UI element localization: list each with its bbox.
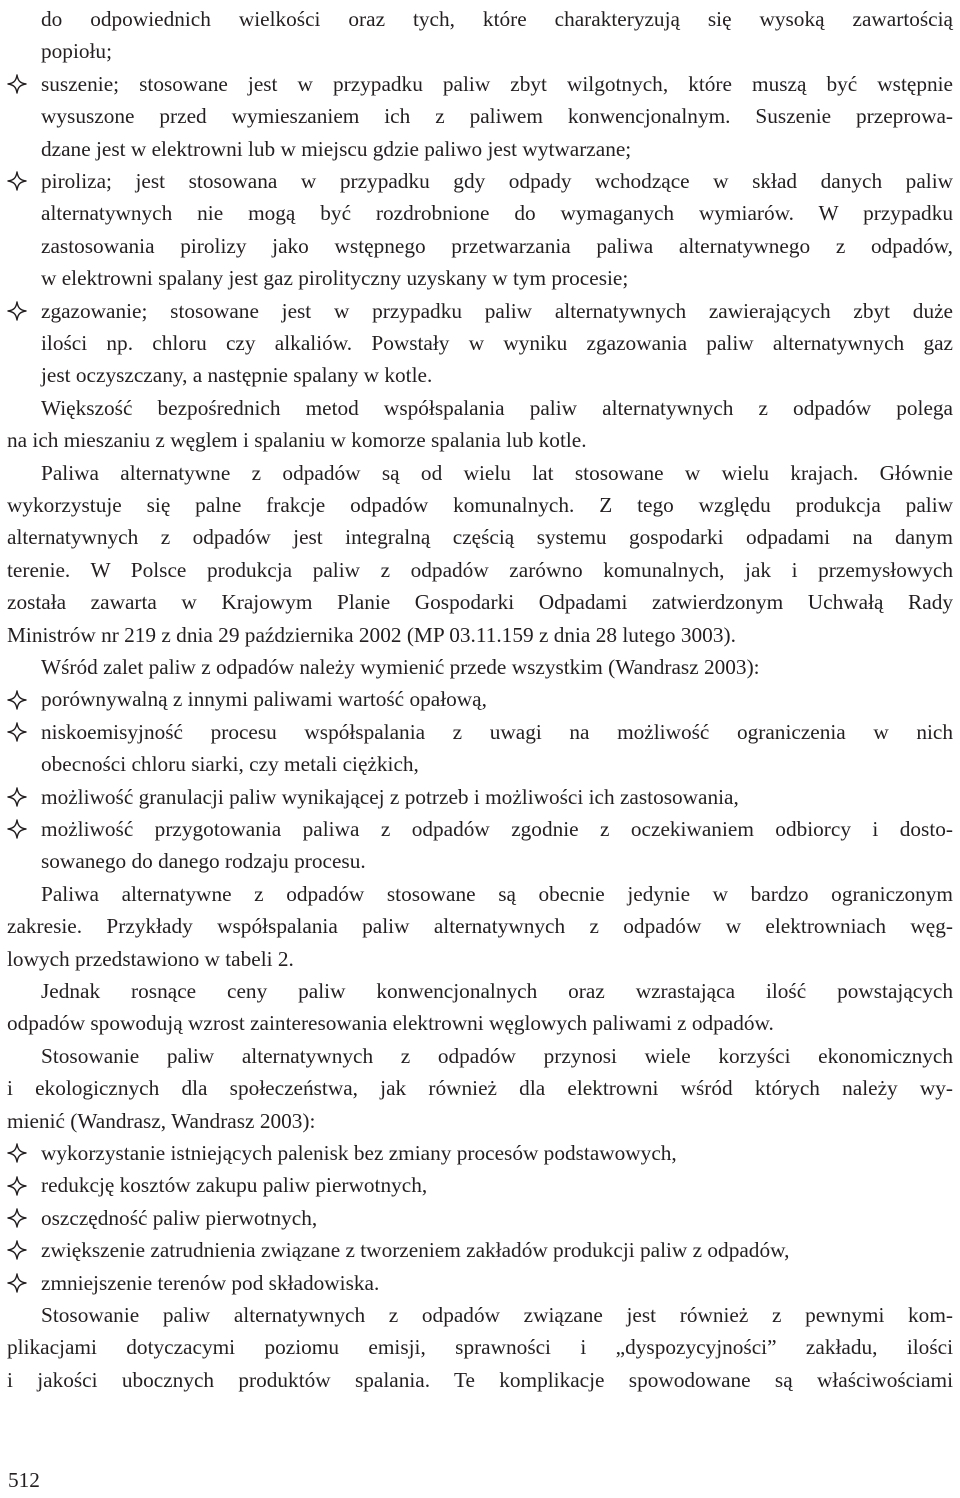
four-point-star-bullet-icon: [7, 165, 29, 197]
line-text: mienić (Wandrasz, Wandrasz 2003):: [7, 1108, 316, 1133]
four-point-star-bullet-icon: [7, 781, 29, 813]
line-text: alternatywnych nie mogą być rozdrobnione do wymaganych wymiarów. W przypadku: [41, 201, 953, 226]
paragraph-line: [7, 1105, 953, 1137]
four-point-star-bullet-icon: [7, 1202, 29, 1234]
paragraph-line: [7, 586, 953, 618]
line-text: lowych przedstawiono w tabeli 2.: [7, 946, 294, 971]
paragraph-first-line: [7, 1299, 953, 1331]
list-item-continuation-line: [7, 133, 953, 165]
line-text: została zawarta w Krajowym Planie Gospodarki Odpadami zatwierdzonym Uchwałą Rady: [7, 590, 953, 615]
paragraph-line: [7, 1072, 953, 1104]
line-text: piroliza; jest stosowana w przypadku gdy odpady wchodzące w skład danych paliw: [41, 169, 953, 193]
page-number: 512: [8, 1468, 40, 1492]
four-point-star-bullet-icon: [7, 813, 29, 845]
list-item-continuation-line: [7, 845, 953, 877]
bullet-item-line: [7, 295, 953, 327]
line-text: możliwość przygotowania paliwa z odpadów zgodnie z oczekiwaniem odbiorcy i dosto-: [41, 817, 953, 841]
paragraph-line: [7, 910, 953, 942]
paragraph-first-line: [7, 878, 953, 910]
paragraph-first-line: [7, 457, 953, 489]
paragraph-line: [7, 554, 953, 586]
bullet-item-line: [7, 1137, 953, 1169]
line-text: porównywalną z innymi paliwami wartość opałową,: [41, 687, 487, 712]
paragraph-first-line: [7, 651, 953, 683]
line-text: Większość bezpośrednich metod współspalania paliw alternatywnych z odpadów polega: [41, 395, 953, 420]
line-text: wysuszone przed wymieszaniem ich z paliwem konwencjonalnym. Suszenie przeprowa-: [41, 104, 953, 129]
bullet-item-line: [7, 813, 953, 845]
list-item-continuation-line: [7, 359, 953, 391]
line-text: zwiększenie zatrudnienia związane z tworzeniem zakładów produkcji paliw z odpadów,: [41, 1238, 790, 1263]
paragraph-first-line: [7, 392, 953, 424]
bullet-item-line: [7, 1169, 953, 1201]
line-text: suszenie; stosowane jest w przypadku paliw zbyt wilgotnych, które muszą być wstępnie: [41, 71, 953, 96]
line-text: na ich mieszaniu z węglem i spalaniu w komorze spalania lub kotle.: [7, 428, 587, 453]
line-text: Wśród zalet paliw z odpadów należy wymienić przede wszystkim (Wandrasz 2003):: [41, 655, 760, 679]
four-point-star-bullet-icon: [7, 1234, 29, 1266]
line-text: wykorzystuje się palne frakcje odpadów komunalnych. Z tego względu produkcja paliw: [7, 493, 953, 517]
line-text: popiołu;: [41, 39, 112, 64]
line-text: oszczędność paliw pierwotnych,: [41, 1205, 318, 1230]
list-item-continuation-line: [7, 262, 953, 294]
bullet-item-line: [7, 1234, 953, 1266]
line-text: dzane jest w elektrowni lub w miejscu gdzie paliwo jest wytwarzane;: [41, 136, 632, 161]
line-text: Stosowanie paliw alternatywnych z odpadów przynosi wiele korzyści ekonomicznych: [41, 1043, 953, 1068]
paragraph-line: [7, 424, 953, 456]
line-text: Paliwa alternatywne z odpadów są od wielu lat stosowane w wielu krajach. Głównie: [41, 460, 953, 485]
bullet-item-line: [7, 1267, 953, 1299]
line-text: jest oczyszczany, a następnie spalany w kotle.: [41, 363, 433, 388]
bullet-item-line: [7, 165, 953, 197]
line-text: zastosowania pirolizy jako wstępnego przetwarzania paliwa alternatywnego z odpadów,: [41, 233, 953, 258]
line-text: redukcję kosztów zakupu paliw pierwotnych,: [41, 1173, 428, 1198]
line-text: plikacjami dotyczacymi poziomu emisji, sprawności i „dyspozycyjności” zakładu, ilości: [7, 1335, 953, 1360]
line-text: zakresie. Przykłady współspalania paliw alternatywnych z odpadów w elektrowniach węg-: [7, 914, 953, 939]
line-text: do odpowiednich wielkości oraz tych, które charakteryzują się wysoką zawartością: [41, 7, 953, 31]
line-text: w elektrowni spalany jest gaz pirolityczny uzyskany w tym procesie;: [41, 266, 629, 291]
line-text: obecności chloru siarki, czy metali ciężkich,: [41, 752, 419, 777]
line-text: terenie. W Polsce produkcja paliw z odpadów zarówno komunalnych, jak i przemysłowych: [7, 557, 953, 582]
bullet-item-line: [7, 1202, 953, 1234]
bullet-item-line: [7, 781, 953, 813]
four-point-star-bullet-icon: [7, 1267, 29, 1299]
paragraph-line: [7, 521, 953, 553]
paragraph-line: [7, 1364, 953, 1396]
line-text: wykorzystanie istniejących palenisk bez zmiany procesów podstawowych,: [41, 1141, 677, 1165]
line-text: Paliwa alternatywne z odpadów stosowane są obecnie jedynie w bardzo ograniczonym: [41, 881, 953, 906]
list-item-continuation-line: [7, 3, 953, 35]
line-text: alternatywnych z odpadów jest integralną częścią systemu gospodarki odpadami na danym: [7, 525, 953, 550]
bullet-item-line: [7, 683, 953, 715]
four-point-star-bullet-icon: [7, 1169, 29, 1201]
list-item-continuation-line: [7, 327, 953, 359]
line-text: możliwość granulacji paliw wynikającej z potrzeb i możliwości ich zastosowania,: [41, 784, 739, 809]
four-point-star-bullet-icon: [7, 716, 29, 748]
line-text: Jednak rosnące ceny paliw konwencjonalnych oraz wzrastająca ilość powstających: [41, 979, 953, 1003]
paragraph-first-line: [7, 975, 953, 1007]
paragraph-line: [7, 489, 953, 521]
paragraph-line: [7, 1007, 953, 1039]
line-text: zgazowanie; stosowane jest w przypadku paliw alternatywnych zawierających zbyt duże: [41, 298, 953, 323]
line-text: Stosowanie paliw alternatywnych z odpadów związane jest również z pewnymi kom-: [41, 1303, 953, 1327]
four-point-star-bullet-icon: [7, 683, 29, 715]
line-text: i jakości ubocznych produktów spalania. Te komplikacje spowodowane są właściwościami: [7, 1367, 953, 1392]
line-text: i ekologicznych dla społeczeństwa, jak również dla elektrowni wśród których należy wy-: [7, 1076, 953, 1101]
line-text: ilości np. chloru czy alkaliów. Powstały w wyniku zgazowania paliw alternatywnych gaz: [41, 331, 953, 355]
list-item-continuation-line: [7, 197, 953, 229]
list-item-continuation-line: [7, 35, 953, 67]
line-text: sowanego do danego rodzaju procesu.: [41, 849, 366, 874]
paragraph-line: [7, 943, 953, 975]
bullet-item-line: [7, 68, 953, 100]
list-item-continuation-line: [7, 100, 953, 132]
line-text: zmniejszenie terenów pod składowiska.: [41, 1270, 380, 1295]
line-text: odpadów spowodują wzrost zainteresowania elektrowni węglowych paliwami z odpadów.: [7, 1011, 774, 1036]
list-item-continuation-line: [7, 748, 953, 780]
paragraph-first-line: [7, 1040, 953, 1072]
four-point-star-bullet-icon: [7, 295, 29, 327]
paragraph-line: [7, 1331, 953, 1363]
four-point-star-bullet-icon: [7, 1137, 29, 1169]
line-text: niskoemisyjność procesu współspalania z uwagi na możliwość ograniczenia w nich: [41, 719, 953, 744]
paragraph-line: [7, 619, 953, 651]
bullet-item-line: [7, 716, 953, 748]
line-text: Ministrów nr 219 z dnia 29 października 2002 (MP 03.11.159 z dnia 28 lutego 3003).: [7, 622, 736, 647]
list-item-continuation-line: [7, 230, 953, 262]
four-point-star-bullet-icon: [7, 68, 29, 100]
